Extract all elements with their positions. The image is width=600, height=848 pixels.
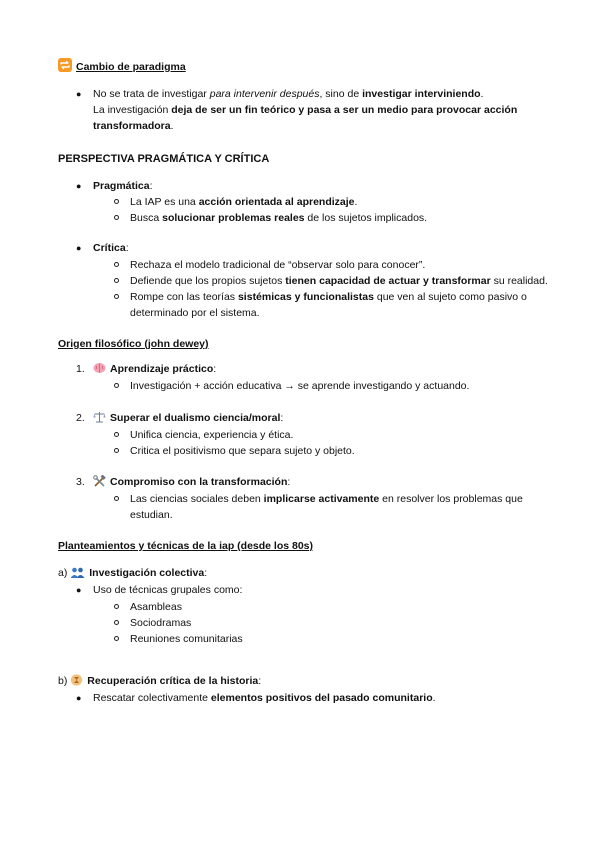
circle-bullet: [114, 432, 119, 437]
bullet-dot: ●: [76, 89, 82, 99]
numbered-item: [93, 362, 216, 378]
text: :: [149, 180, 153, 192]
circle-bullet: [114, 383, 119, 388]
sub-list-item: [130, 274, 548, 288]
paragraph-line: [93, 103, 517, 117]
bold-text: Aprendizaje práctico: [110, 363, 214, 375]
hourglass-icon: [70, 674, 83, 690]
sub-list-item: Rechaza el modelo tradicional de “observar solo para conocer”.: [130, 259, 426, 271]
repeat-arrows-icon: [58, 58, 72, 76]
text: .: [480, 88, 484, 100]
numbered-item: [93, 411, 283, 427]
text: Rescatar colectivamente: [93, 692, 211, 704]
section-title: Origen filosófico (john dewey): [58, 338, 209, 350]
sub-list-item: [130, 492, 523, 506]
list-number: 1.: [76, 363, 85, 375]
section-cambio-heading: [58, 58, 186, 76]
circle-bullet: [114, 294, 119, 299]
circle-bullet: [114, 199, 119, 204]
text: La investigación: [93, 104, 172, 116]
people-icon: [70, 567, 85, 582]
paragraph-line: [93, 119, 174, 133]
sub-list-item: [130, 290, 527, 304]
brain-icon: [93, 362, 106, 378]
text: Rompe con las teorías: [130, 291, 238, 303]
sub-list-item: Reuniones comunitarias: [130, 633, 243, 645]
list-number: 3.: [76, 476, 85, 488]
bold-text: solucionar problemas reales: [162, 212, 305, 224]
bold-text: elementos positivos del pasado comunitario: [210, 692, 433, 704]
circle-bullet: [114, 496, 119, 501]
bullet-dot: ●: [76, 585, 82, 595]
text: :: [280, 412, 284, 424]
section-title: Cambio de paradigma: [76, 61, 186, 73]
circle-bullet: [114, 278, 119, 283]
list-item: [93, 179, 153, 193]
sub-list-item: [130, 195, 357, 209]
bold-text: implicarse activamente: [263, 493, 380, 505]
circle-bullet: [114, 215, 119, 220]
balance-scale-icon: [93, 411, 106, 427]
lettered-item: [58, 674, 261, 690]
list-number: 2.: [76, 412, 85, 424]
bold-text: deja de ser un fin teórico y pasa a ser un medio para provocar acción: [171, 104, 518, 116]
circle-bullet: [114, 448, 119, 453]
text: :: [204, 567, 208, 579]
text: No se trata de investigar: [93, 88, 210, 100]
text: que ven al sujeto como pasivo o: [373, 291, 527, 303]
paragraph-line: [93, 87, 483, 101]
sub-list-item-continuation: estudian.: [130, 509, 173, 521]
bullet-dot: ●: [76, 181, 82, 191]
bold-text: Compromiso con la transformación: [110, 476, 288, 488]
sub-list-item: Critica el positivismo que separa sujeto y objeto.: [130, 445, 355, 457]
list-item: [93, 691, 436, 705]
text: :: [258, 675, 262, 687]
text: Defiende que los propios sujetos: [130, 275, 286, 287]
lettered-item: [58, 566, 207, 582]
circle-bullet: [114, 636, 119, 641]
bold-text: transformadora: [93, 120, 171, 132]
text: .: [354, 196, 358, 208]
italic-text: para intervenir después: [209, 88, 320, 100]
list-item: Uso de técnicas grupales como:: [93, 584, 243, 596]
sub-list-item: Sociodramas: [130, 617, 192, 629]
sub-list-item-continuation: determinado por el sistema.: [130, 307, 260, 319]
text: , sino de: [319, 88, 363, 100]
sub-list-item: Asambleas: [130, 601, 182, 613]
bold-text: acción orientada al aprendizaje: [198, 196, 355, 208]
hammer-wrench-icon: [93, 475, 106, 491]
circle-bullet: [114, 604, 119, 609]
section-title: Planteamientos y técnicas de la iap (desde los 80s): [58, 540, 314, 552]
section-origen-heading: [58, 337, 209, 351]
list-item: [93, 241, 129, 255]
bullet-dot: ●: [76, 243, 82, 253]
sub-list-item: [130, 211, 427, 225]
text: :: [125, 242, 129, 254]
text: :: [287, 476, 291, 488]
bold-text: Superar el dualismo ciencia/moral: [110, 412, 281, 424]
text: en resolver los problemas que: [379, 493, 523, 505]
text: su realidad.: [490, 275, 548, 287]
text: Las ciencias sociales deben: [130, 493, 264, 505]
bold-text: investigar interviniendo: [362, 88, 481, 100]
sub-list-item: Unifica ciencia, experiencia y ética.: [130, 429, 294, 441]
text: La IAP es una: [130, 196, 199, 208]
text: a): [58, 567, 68, 579]
bold-text: Pragmática: [93, 180, 150, 192]
bold-text: sistémicas y funcionalistas: [237, 291, 374, 303]
text: de los sujetos implicados.: [304, 212, 428, 224]
circle-bullet: [114, 262, 119, 267]
sub-list-item: Investigación + acción educativa → se aprende investigando y actuando.: [130, 380, 470, 392]
circle-bullet: [114, 620, 119, 625]
bold-text: Crítica: [93, 242, 126, 254]
section-planteamientos-heading: [58, 539, 313, 553]
text: b): [58, 675, 68, 687]
numbered-item: [93, 475, 290, 491]
bullet-dot: ●: [76, 693, 82, 703]
text: Busca: [130, 212, 163, 224]
text: .: [432, 692, 436, 704]
bold-text: Recuperación crítica de la historia: [87, 675, 259, 687]
text: :: [213, 363, 217, 375]
bold-text: tienen capacidad de actuar y transformar: [285, 275, 491, 287]
section-perspectiva-heading: PERSPECTIVA PRAGMÁTICA Y CRÍTICA: [58, 153, 270, 165]
text: .: [170, 120, 174, 132]
bold-text: Investigación colectiva: [89, 567, 205, 579]
